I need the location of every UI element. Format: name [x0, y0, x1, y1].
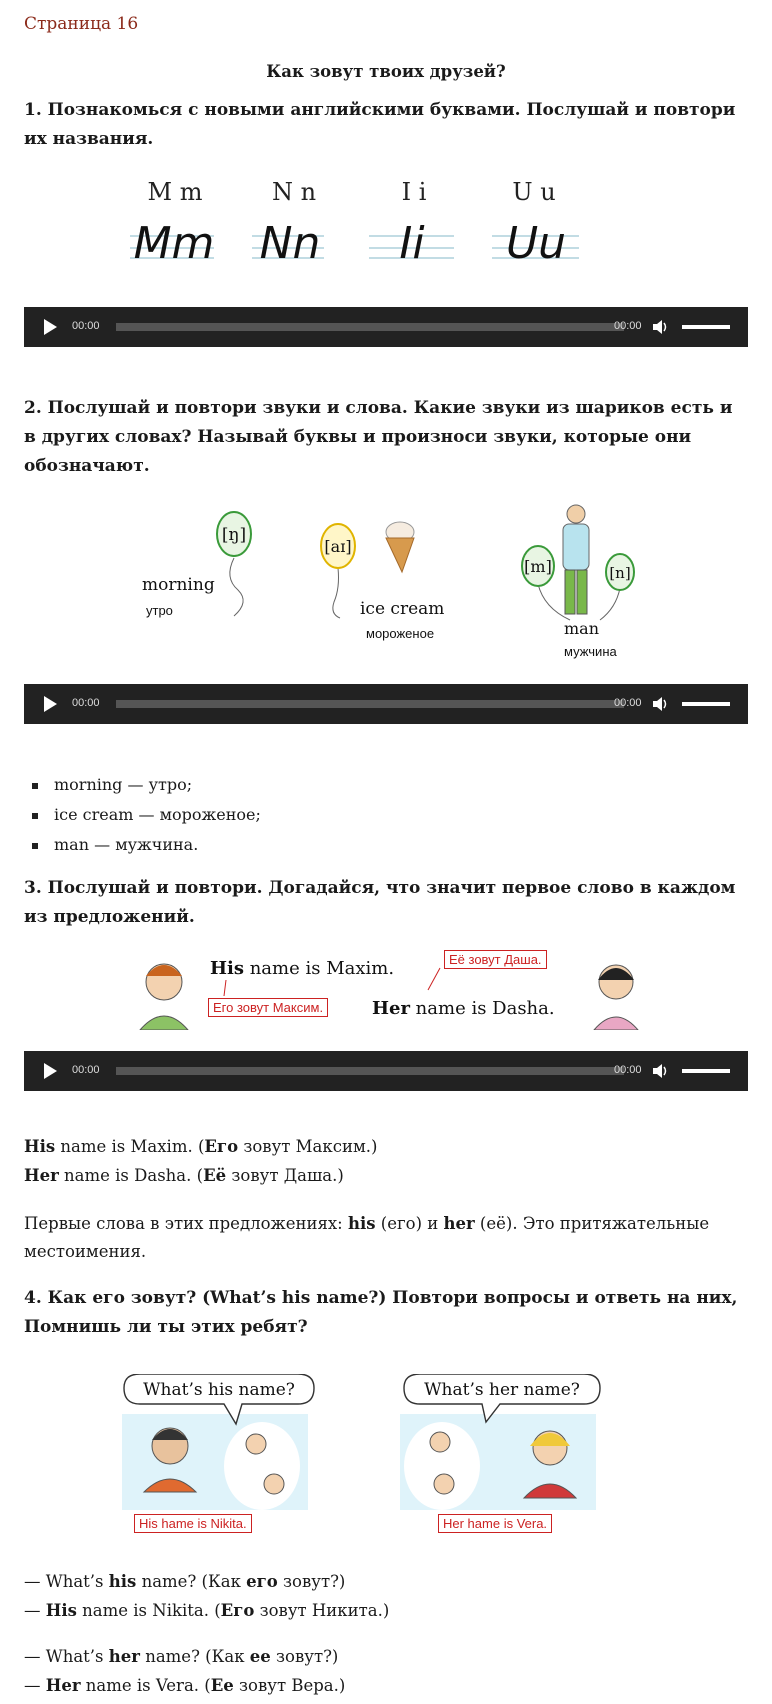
- bubble-her: What’s her name?: [424, 1380, 580, 1400]
- volume-slider[interactable]: [682, 1069, 730, 1073]
- volume-slider[interactable]: [682, 325, 730, 329]
- word-ice-cream-ru: мороженое: [366, 626, 435, 641]
- audio-player-1: [24, 307, 748, 347]
- word-man: man: [564, 619, 600, 638]
- word-ice-cream: ice cream: [360, 599, 445, 619]
- volume-icon[interactable]: [652, 696, 668, 712]
- task-1-heading: 1. Познакомься с новыми английскими буквами. Послушай и повтори их названия.: [24, 100, 736, 149]
- example-her: Her name is Dasha. (Её зовут Даша.): [24, 1166, 344, 1185]
- audio-progress-bar[interactable]: [116, 323, 624, 331]
- balloon-ng-icon: [217, 512, 251, 616]
- svg-text:[aɪ]: [aɪ]: [324, 537, 352, 556]
- play-icon[interactable]: [44, 1063, 57, 1079]
- translation-maxim: Его зовут Максим.: [208, 998, 328, 1017]
- audio-progress-bar[interactable]: [116, 700, 624, 708]
- audio-progress-bar[interactable]: [116, 1067, 624, 1075]
- svg-text:[ŋ]: [ŋ]: [221, 525, 247, 545]
- letters-image: [24, 168, 748, 268]
- svg-text:[n]: [n]: [609, 564, 631, 582]
- word-man-ru: мужчина: [564, 644, 617, 659]
- task-4-heading: 4. Как его зовут? (What’s his name?) Повтори вопросы и ответь на них, Помнишь ли ты этих ребят?: [24, 1288, 738, 1337]
- word-morning-ru: утро: [146, 603, 173, 618]
- audio-current-time: 00:00: [72, 697, 100, 709]
- volume-icon[interactable]: [652, 319, 668, 335]
- boy-maxim-icon: [140, 964, 188, 1030]
- his-her-image: [24, 950, 748, 1030]
- audio-current-time: 00:00: [72, 320, 100, 332]
- list-item: morning — утро;: [54, 770, 261, 800]
- svg-text:His name is Maxim.: His name is Maxim.: [210, 958, 395, 979]
- letter-script-u: Uu: [505, 218, 567, 268]
- play-icon[interactable]: [44, 696, 57, 712]
- svg-text:Her name is Dasha.: Her name is Dasha.: [372, 998, 555, 1019]
- audio-player-2: [24, 684, 748, 724]
- answer-nikita: His hame is Nikita.: [134, 1514, 252, 1533]
- task-3-heading: 3. Послушай и повтори. Догадайся, что значит первое слово в каждом из предложений.: [24, 878, 736, 927]
- letter-script-n: Nn: [259, 218, 321, 268]
- play-icon[interactable]: [44, 319, 57, 335]
- sounds-image: [24, 498, 748, 668]
- panel-right: [400, 1374, 600, 1510]
- volume-icon[interactable]: [652, 1063, 668, 1079]
- dialog-a1: — His name is Nikita. (Его зовут Никита.): [24, 1601, 390, 1620]
- task-2-heading: 2. Послушай и повтори звуки и слова. Какие звуки из шариков есть и в других словах? Называй буквы и произноси звуки, которые они обозначают.: [24, 398, 733, 476]
- explanation: Первые слова в этих предложениях: his (его) и her (её). Это притяжательные местоимения.: [24, 1214, 710, 1261]
- list-item: ice cream — мороженое;: [54, 800, 261, 830]
- man-figure-icon: [563, 505, 589, 614]
- word-list: [24, 770, 261, 860]
- dialog-q2: — What’s her name? (Как ее зовут?): [24, 1647, 339, 1666]
- breadcrumb[interactable]: Страница 16: [24, 14, 139, 34]
- letter-print-i: I i: [401, 178, 427, 206]
- letter-script-i: Ii: [399, 218, 425, 268]
- page-title: Как зовут твоих друзей?: [266, 62, 506, 81]
- balloon-ai-icon: [321, 524, 355, 618]
- volume-slider[interactable]: [682, 702, 730, 706]
- audio-player-3: [24, 1051, 748, 1091]
- letter-print-n: N n: [271, 178, 317, 206]
- letter-print-u: U u: [512, 178, 556, 206]
- letter-script-m: Mm: [133, 218, 215, 268]
- ice-cream-icon: [386, 522, 414, 572]
- audio-duration: 00:00: [614, 1064, 642, 1076]
- girl-dasha-icon: [594, 965, 638, 1030]
- answer-vera: Her hame is Vera.: [438, 1514, 552, 1533]
- panel-left: [122, 1374, 314, 1510]
- audio-duration: 00:00: [614, 697, 642, 709]
- letter-print-m: M m: [147, 178, 203, 206]
- audio-current-time: 00:00: [72, 1064, 100, 1076]
- dialog-a2: — Her name is Vera. (Ее зовут Вера.): [24, 1676, 346, 1695]
- list-item: man — мужчина.: [54, 830, 261, 860]
- balloon-n-icon: [600, 554, 634, 620]
- audio-duration: 00:00: [614, 320, 642, 332]
- example-his: His name is Maxim. (Его зовут Максим.): [24, 1137, 378, 1156]
- svg-text:[m]: [m]: [524, 557, 552, 576]
- translation-dasha: Её зовут Даша.: [444, 950, 547, 969]
- word-morning: morning: [142, 575, 215, 595]
- whats-name-image: [24, 1374, 748, 1538]
- bubble-his: What’s his name?: [143, 1380, 295, 1400]
- dialog-q1: — What’s his name? (Как его зовут?): [24, 1572, 346, 1591]
